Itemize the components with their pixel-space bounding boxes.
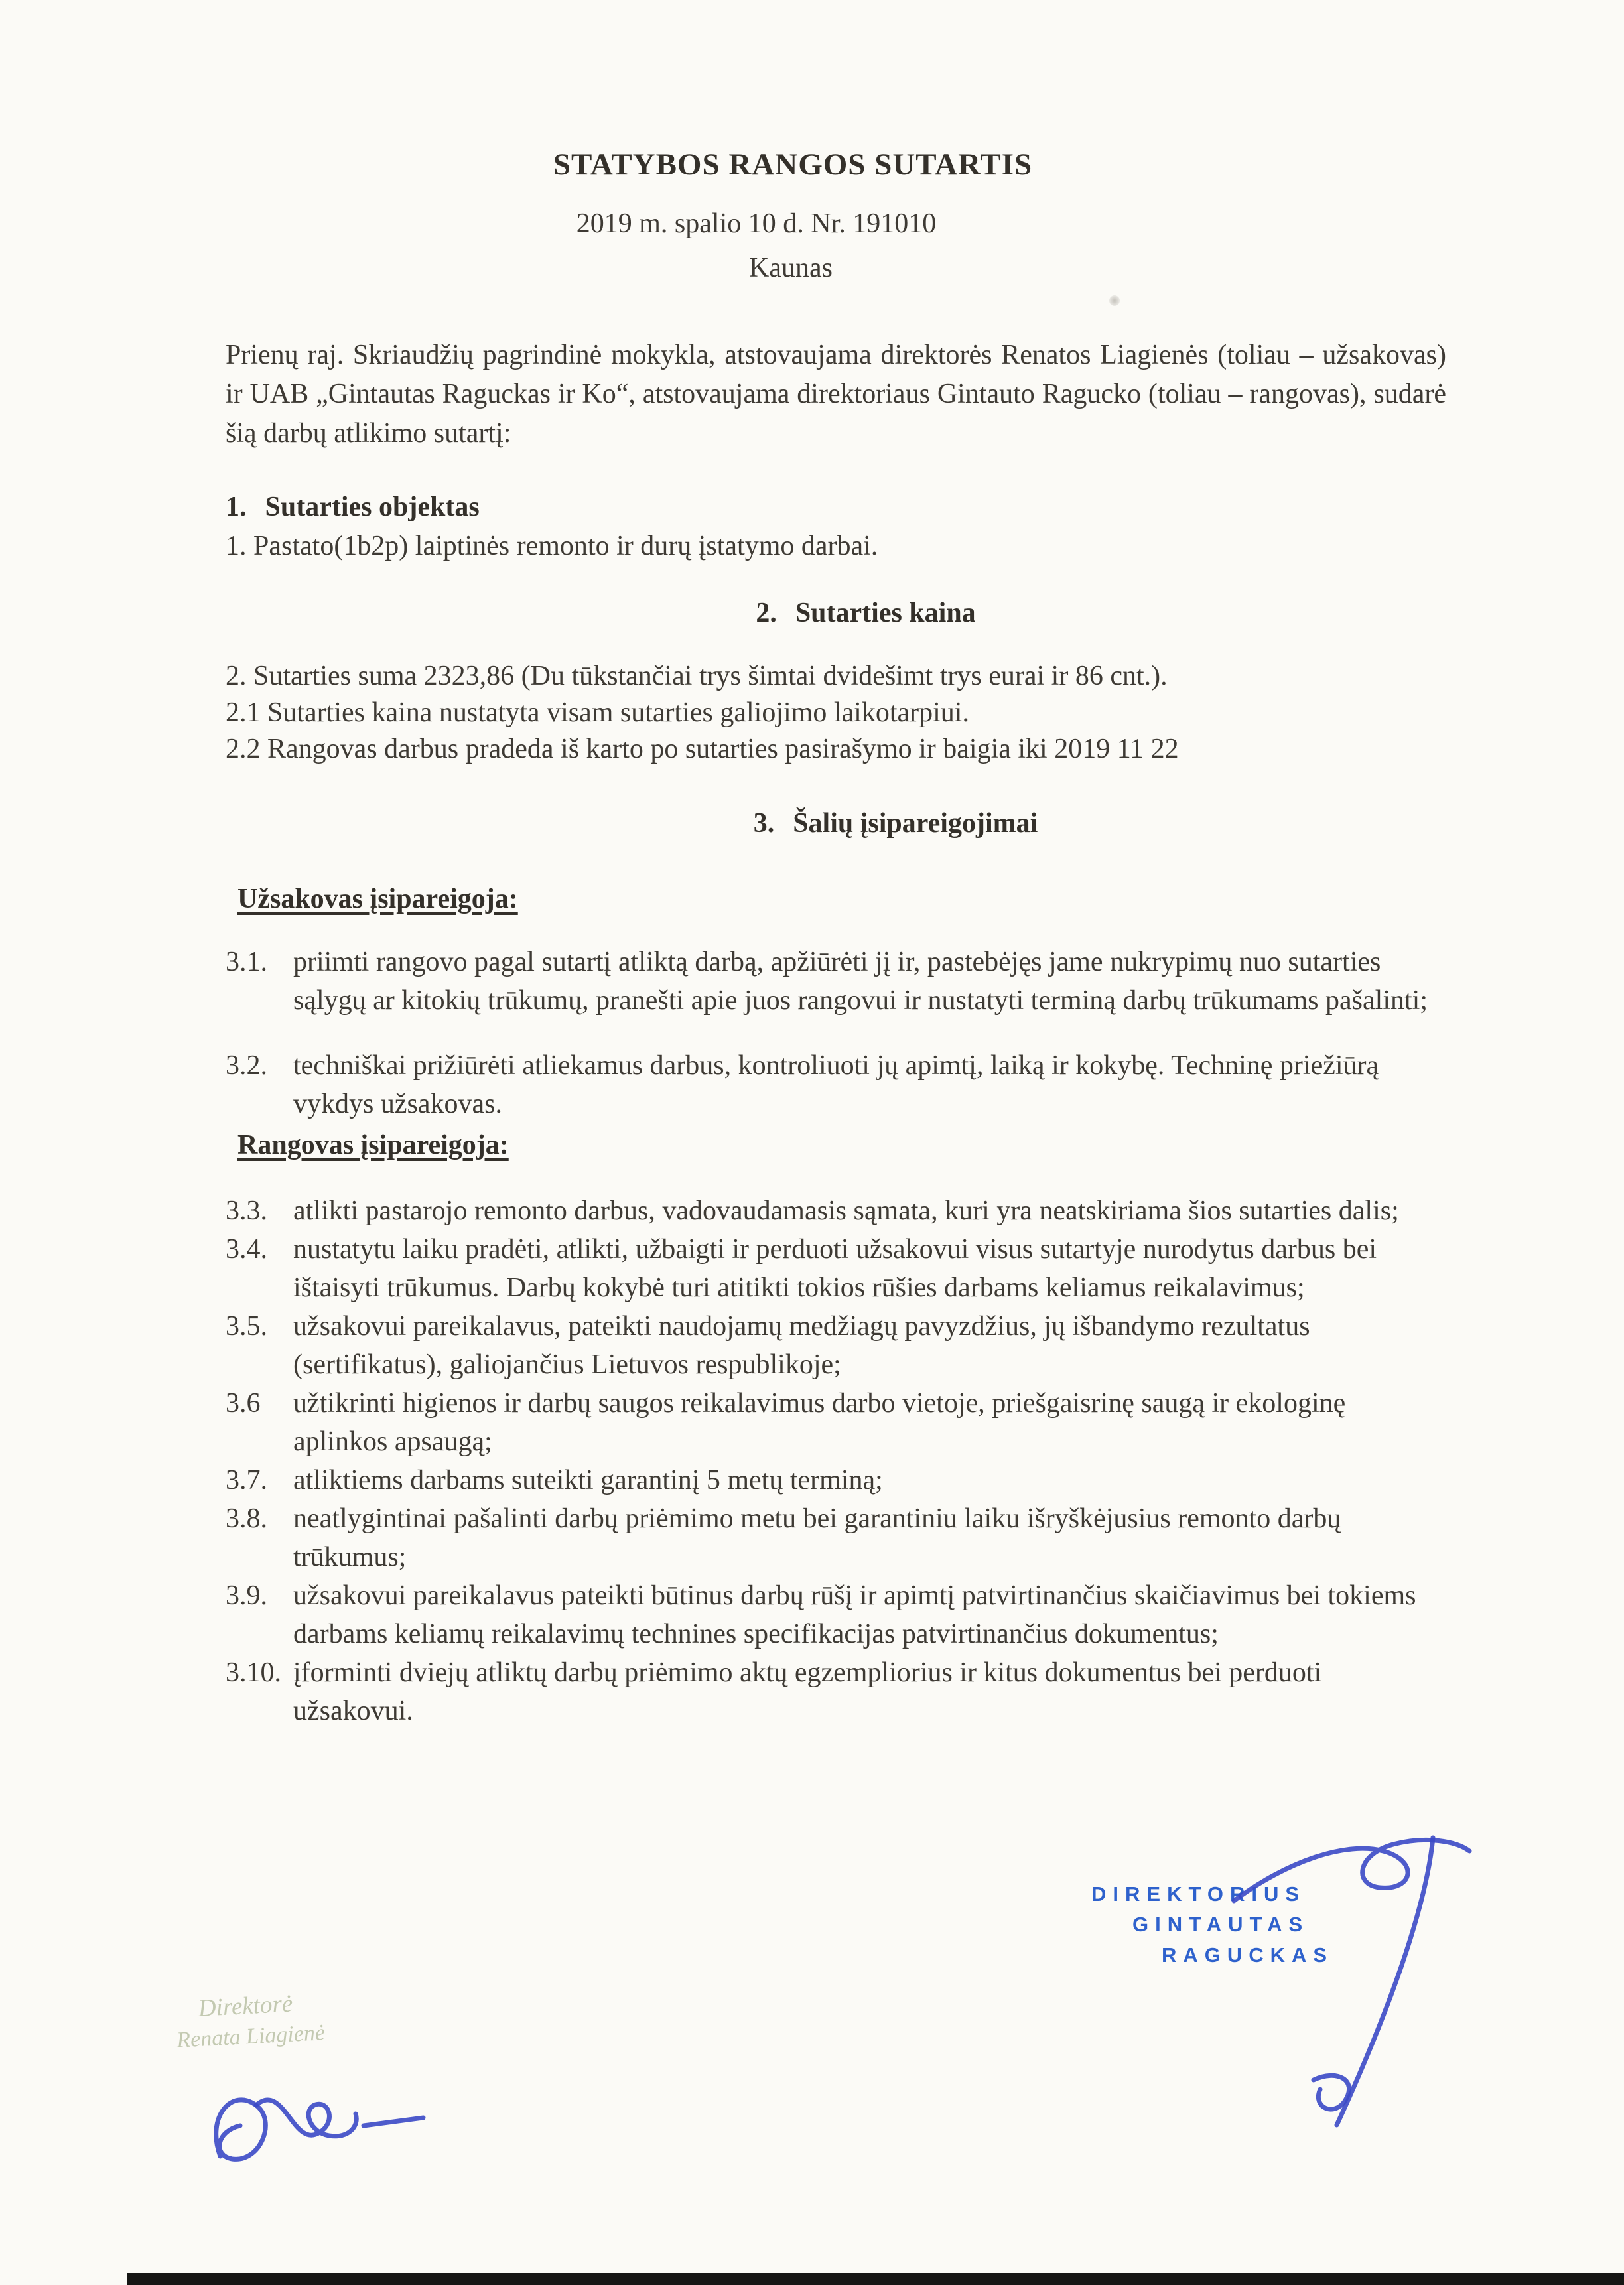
clause-text: nustatytu laiku pradėti, atlikti, užbaigti ir perduoti užsakovui visus sutartyje nurodytus darbus bei ištaisyti trūkumus. Darbų kokybė turi atitikti tokios rūšies darbams keliamus reikalavimus; — [293, 1234, 1377, 1303]
stamp-line: DIREKTORIUS — [1091, 1882, 1306, 1905]
contract-clause — [226, 1576, 1446, 1653]
clause-text: atlikti pastarojo remonto darbus, vadovaudamasis sąmata, kuri yra neatskiriama šios sutarties dalis; — [293, 1196, 1399, 1226]
section-3-label: Šalių įsipareigojimai — [793, 808, 1038, 839]
section-1-heading — [226, 488, 1446, 527]
clause-text: atliktiems darbams suteikti garantinį 5 metų terminą; — [293, 1465, 883, 1495]
director-stamp-left — [176, 1987, 326, 2055]
section-1-item: 1. Pastato(1b2p) laiptinės remonto ir durų įstatymo darbai. — [226, 531, 878, 561]
scan-artifact — [1109, 295, 1120, 306]
signature-right — [1214, 1815, 1479, 2140]
clause-text: neatlygintinai pašalinti darbų priėmimo metu bei garantiniu laiku išryškėjusius remonto darbų trūkumus; — [293, 1503, 1341, 1572]
contract-clause — [226, 1499, 1446, 1576]
contract-clause — [226, 1192, 1446, 1230]
contract-clause — [226, 1461, 1446, 1499]
document-city: Kaunas — [749, 253, 833, 283]
clause-number: 3.8. — [226, 1503, 267, 1534]
document-date-line: 2019 m. spalio 10 d. Nr. 191010 — [576, 208, 937, 239]
client-obligations-heading: Užsakovas įsipareigoja: — [237, 884, 518, 914]
clause-number: 3.3. — [226, 1196, 267, 1226]
section-2-heading — [255, 594, 1476, 633]
stamp-line: Direktorė — [197, 1990, 294, 2022]
section-2-line: 2.1 Sutarties kaina nustatyta visam sutarties galiojimo laikotarpiui. — [226, 697, 969, 728]
section-3-heading — [285, 804, 1506, 843]
contract-clause — [226, 1230, 1446, 1307]
clause-number: 3.9. — [226, 1580, 267, 1611]
clause-number: 3.1. — [226, 947, 267, 977]
section-2-line: 2.2 Rangovas darbus pradeda iš karto po sutarties pasirašymo ir baigia iki 2019 11 22 — [226, 734, 1179, 764]
clause-text: užsakovui pareikalavus, pateikti naudojamų medžiagų pavyzdžius, jų išbandymo rezultatus (sertifikatus), galiojančius Lietuvos respublikoje; — [293, 1311, 1310, 1380]
intro-paragraph: Prienų raj. Skriaudžių pagrindinė mokykla, atstovaujama direktorės Renatos Liagienės (toliau – užsakovas) ir UAB „Gintautas Raguckas ir Ko“, atstovaujama direktoriaus Gintauto Ragucko (toliau – rangovas), sudarė šią darbų atlikimo sutartį: — [226, 340, 1446, 449]
stamp-line: Renata Liagienė — [176, 2020, 326, 2053]
section-2-number: 2. — [756, 598, 777, 628]
clause-number: 3.2. — [226, 1050, 267, 1081]
section-3-number: 3. — [753, 808, 775, 839]
contract-clause — [226, 1653, 1446, 1730]
scan-edge-bar — [127, 2273, 1624, 2285]
clause-number: 3.4. — [226, 1234, 267, 1265]
signature-left — [192, 2069, 444, 2185]
clause-text: užsakovui pareikalavus pateikti būtinus darbų rūšį ir apimtį patvirtinančius skaičiavimus bei tokiems darbams keliamų reikalavimų technines specifikacijas patvirtinančius dokumentus; — [293, 1580, 1416, 1649]
clause-number: 3.7. — [226, 1465, 267, 1495]
section-2-body — [226, 658, 1446, 768]
clause-text: įforminti dviejų atliktų darbų priėmimo aktų egzempliorius ir kitus dokumentus bei perduoti užsakovui. — [293, 1657, 1322, 1726]
section-1-number: 1. — [226, 492, 247, 522]
stamp-line: GINTAUTAS — [1132, 1913, 1310, 1936]
section-2-line: 2. Sutarties suma 2323,86 (Du tūkstančiai trys šimtai dvidešimt trys eurai ir 86 cnt.). — [226, 661, 1168, 691]
clause-text: priimti rangovo pagal sutartį atliktą darbą, apžiūrėti jį ir, pastebėjęs jame nukrypimų nuo sutarties sąlygų ar kitokių trūkumų, pranešti apie juos rangovui ir nustatyti terminą darbų trūkumams pašalinti; — [293, 947, 1428, 1016]
section-2-label: Sutarties kaina — [795, 598, 976, 628]
clause-number: 3.10. — [226, 1657, 281, 1688]
clause-text: užtikrinti higienos ir darbų saugos reikalavimus darbo vietoje, priešgaisrinę saugą ir ekologinę aplinkos apsaugą; — [293, 1388, 1346, 1457]
contract-clause — [226, 1307, 1446, 1384]
contract-clause — [226, 943, 1446, 1020]
contract-clause — [226, 1384, 1446, 1461]
clause-number: 3.6 — [226, 1388, 261, 1419]
section-1-label: Sutarties objektas — [265, 492, 480, 522]
clause-number: 3.5. — [226, 1311, 267, 1342]
contractor-obligations-heading: Rangovas įsipareigoja: — [237, 1130, 509, 1160]
contract-clause — [226, 1046, 1446, 1123]
stamp-line: RAGUCKAS — [1162, 1943, 1334, 1967]
document-body — [226, 0, 1446, 1730]
document-title: STATYBOS RANGOS SUTARTIS — [553, 147, 1033, 182]
clause-text: techniškai prižiūrėti atliekamus darbus, kontroliuoti jų apimtį, laiką ir kokybę. Techninę priežiūrą vykdys užsakovas. — [293, 1050, 1379, 1119]
